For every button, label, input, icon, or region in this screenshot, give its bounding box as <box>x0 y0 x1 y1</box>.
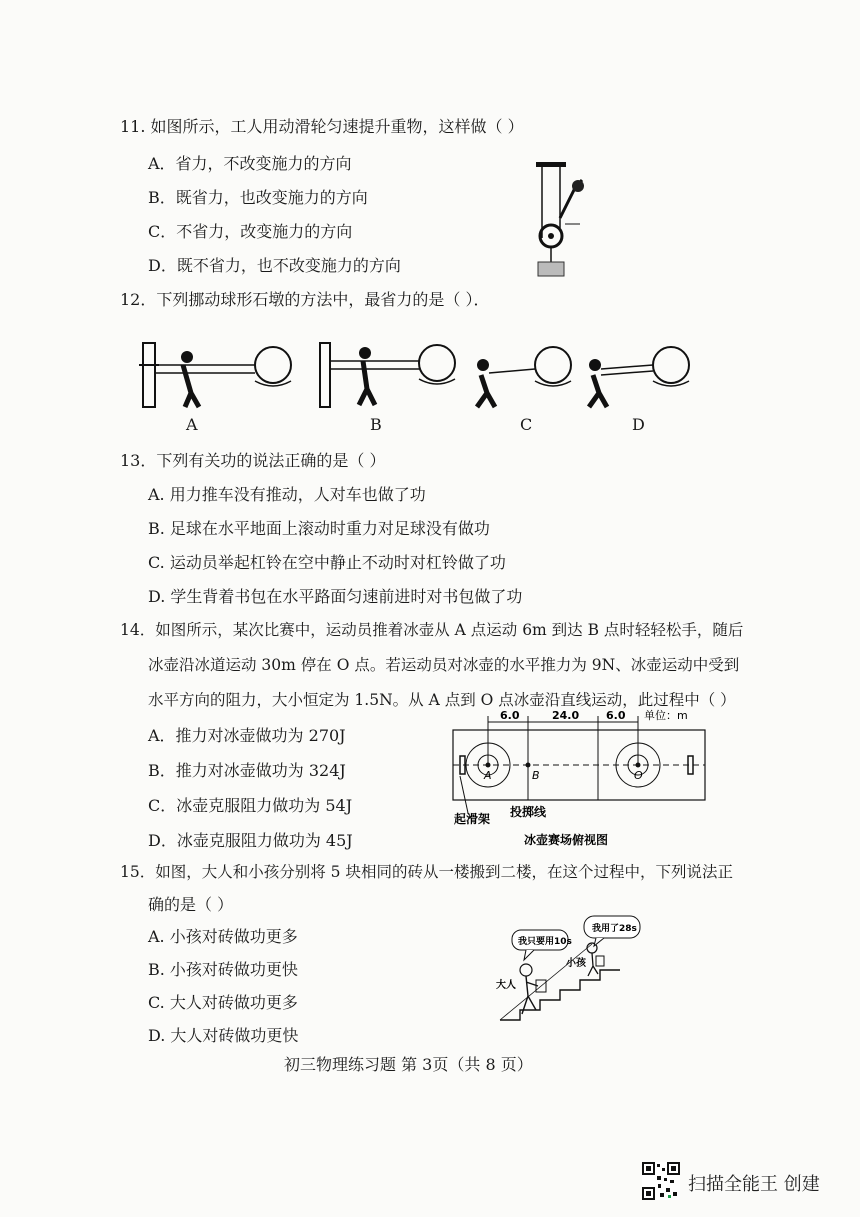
q12-stem: 12．下列挪动球形石墩的方法中，最省力的是（ ）． <box>120 290 490 309</box>
q15-option-b: B. 小孩对砖做功更快 <box>148 960 298 979</box>
q13-stem: 13．下列有关功的说法正确的是（ ） <box>120 451 386 470</box>
q14-option-a: A．推力对冰壶做功为 270J <box>148 726 346 745</box>
q12-label-b: B <box>370 415 382 434</box>
q14-option-c: C．冰壶克服阻力做功为 54J <box>148 796 353 815</box>
q15-line-2: 确的是（ ） <box>148 895 234 914</box>
q13-option-b: B. 足球在水平地面上滚动时重力对足球没有做功 <box>148 519 490 538</box>
q14-point-o: O <box>634 769 643 782</box>
q14-dim-1: 6.0 <box>500 709 520 722</box>
q11-option-b: B．既省力，也改变施力的方向 <box>148 188 368 207</box>
q11-option-d: D．既不省力，也不改变施力的方向 <box>148 256 401 275</box>
q15-option-d: D. 大人对砖做功更快 <box>148 1026 299 1045</box>
q14-unit: 单位：m <box>644 709 688 722</box>
q15-line-1: 15．如图，大人和小孩分别将 5 块相同的砖从一楼搬到二楼，在这个过程中，下列说法正 <box>120 863 733 881</box>
q11-option-a: A．省力，不改变施力的方向 <box>148 154 352 173</box>
q15-option-a: A. 小孩对砖做功更多 <box>148 927 298 946</box>
q13-option-a: A. 用力推车没有推动，人对车也做了功 <box>148 485 426 504</box>
q15-label-child: 小孩 <box>566 958 586 969</box>
scanner-watermark: 扫描全能王 创建 <box>688 1174 820 1195</box>
q15-bubble-adult: 我只要用10s <box>518 937 572 947</box>
q14-point-b: B <box>532 769 540 782</box>
q11-pulley-figure <box>520 158 600 288</box>
q15-option-c: C. 大人对砖做功更多 <box>148 993 298 1012</box>
q14-label-start: 起滑架 <box>454 812 491 826</box>
q14-line-3: 水平方向的阻力，大小恒定为 1.5N。从 A 点到 O 点冰壶沿直线运动，此过程中（ ） <box>148 691 736 709</box>
q11-stem: 11. 如图所示，工人用动滑轮匀速提升重物，这样做（ ） <box>120 117 524 136</box>
q15-label-adult: 大人 <box>496 980 516 991</box>
q14-dim-2: 24.0 <box>552 709 580 722</box>
q13-option-d: D. 学生背着书包在水平路面匀速前进时对书包做了功 <box>148 587 523 606</box>
q12-label-c: C <box>520 415 533 434</box>
q15-bubble-child: 我用了28s <box>592 924 637 934</box>
q14-option-d: D．冰壶克服阻力做功为 45J <box>148 831 353 850</box>
q14-point-a: A <box>484 769 492 782</box>
q14-label-line: 投掷线 <box>510 805 547 819</box>
q14-line-1: 14．如图所示，某次比赛中，运动员推着冰壶从 A 点运动 6m 到达 B 点时轻轻松手，随后 <box>120 621 744 639</box>
page-footer: 初三物理练习题 第 3页（共 8 页） <box>284 1055 533 1074</box>
q12-label-d: D <box>632 415 645 434</box>
q15-stairs-figure <box>492 914 672 1026</box>
q12-figure <box>115 335 705 435</box>
q14-line-2: 冰壶沿冰道运动 30m 停在 O 点。若运动员对冰壶的水平推力为 9N、冰壶运动中受到 <box>148 656 740 674</box>
q11-option-c: C．不省力，改变施力的方向 <box>148 222 353 241</box>
q14-curling-figure <box>448 708 708 852</box>
q14-option-b: B．推力对冰壶做功为 324J <box>148 761 346 780</box>
q14-dim-3: 6.0 <box>606 709 626 722</box>
qr-code-icon <box>642 1162 680 1200</box>
q14-caption: 冰壶赛场俯视图 <box>524 833 609 847</box>
q12-label-a: A <box>186 415 198 434</box>
q13-option-c: C. 运动员举起杠铃在空中静止不动时对杠铃做了功 <box>148 553 506 572</box>
